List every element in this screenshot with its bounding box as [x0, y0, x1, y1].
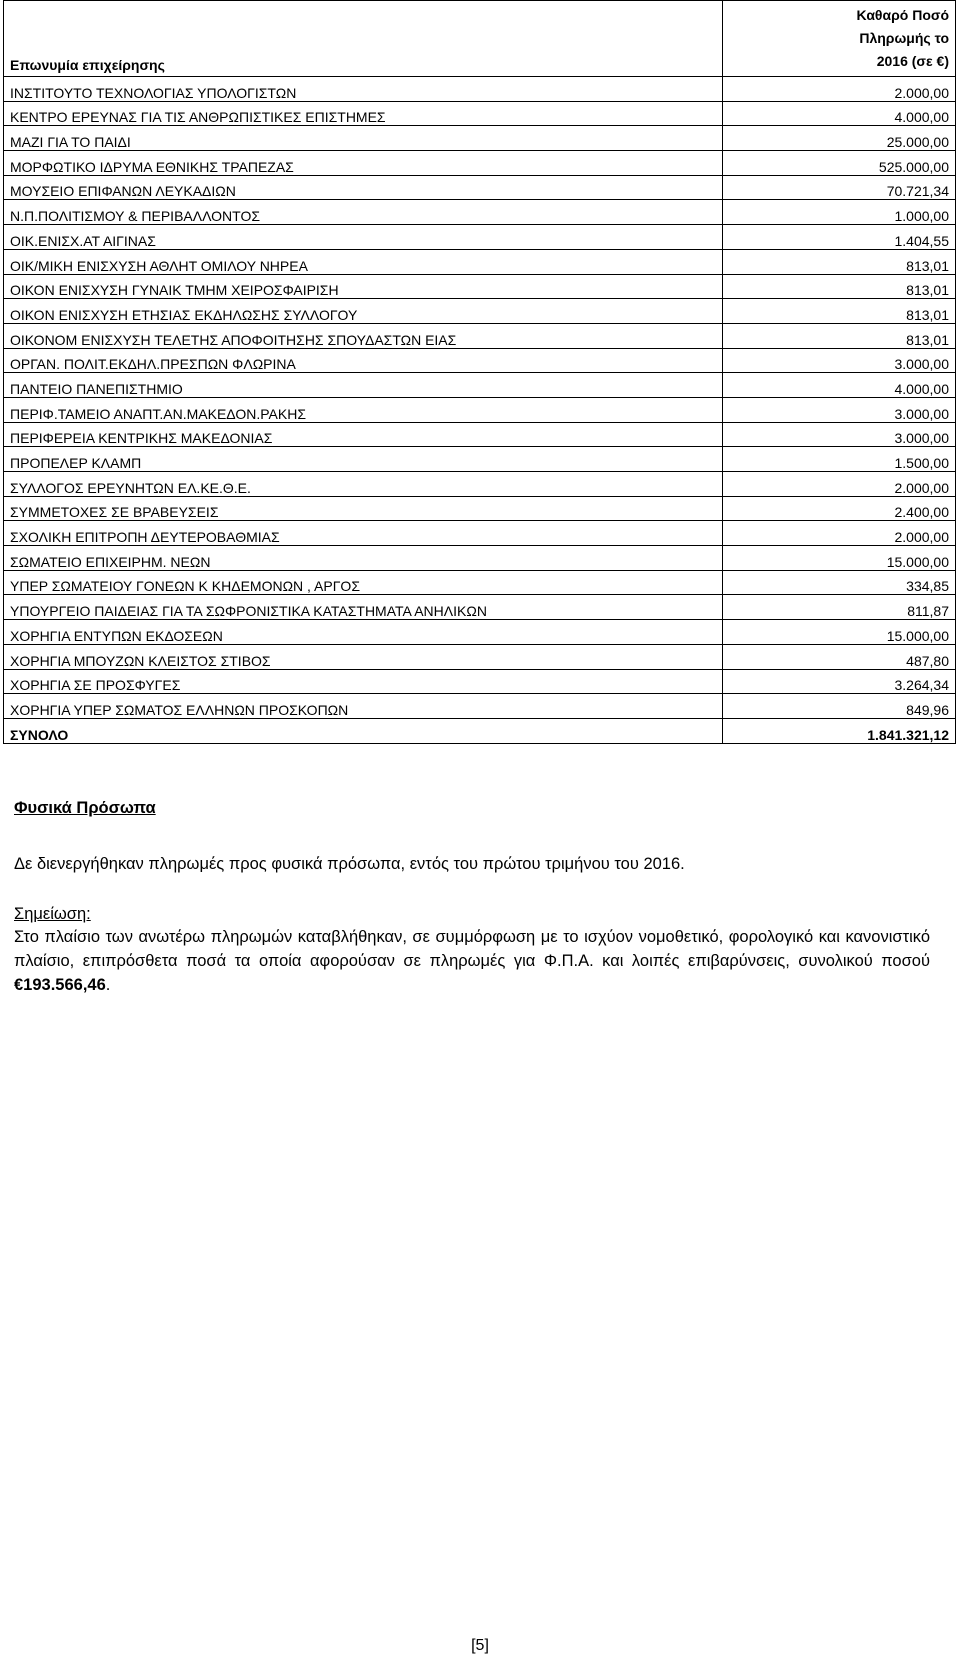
table-row [4, 694, 956, 719]
amount-cell: 4.000,00 [723, 373, 956, 398]
amount-cell: 849,96 [723, 694, 956, 719]
company-name-cell: ΣΧΟΛΙΚΗ ΕΠΙΤΡΟΠΗ ΔΕΥΤΕΡΟΒΑΘΜΙΑΣ [4, 521, 723, 546]
table-row [4, 669, 956, 694]
note-text: Στο πλαίσιο των ανωτέρω πληρωμών καταβλήθηκαν, σε συμμόρφωση με το ισχύον νομοθετικό, φορολογικό και κανονιστικό πλαίσιο, επιπρόσθετα ποσά τα οποία αφορούσαν σε πληρωμές για Φ.Π.Α. και λοιπές επιβαρύνσεις, συνολικού ποσού [14, 928, 930, 970]
amount-cell: 1.000,00 [723, 200, 956, 225]
amount-cell: 1.500,00 [723, 447, 956, 472]
table-row [4, 101, 956, 126]
table-body [4, 77, 956, 719]
amount-cell: 2.000,00 [723, 472, 956, 497]
amount-cell: 813,01 [723, 299, 956, 324]
table-row [4, 496, 956, 521]
table-row [4, 570, 956, 595]
company-name-cell: ΙΝΣΤΙΤΟΥΤΟ ΤΕΧΝΟΛΟΓΙΑΣ ΥΠΟΛΟΓΙΣΤΩΝ [4, 77, 723, 102]
table-row [4, 299, 956, 324]
table-row [4, 521, 956, 546]
company-name-cell: ΟΙΚΟΝ ΕΝΙΣΧΥΣΗ ΓΥΝΑΙΚ ΤΜΗΜ ΧΕΙΡΟΣΦΑΙΡΙΣΗ [4, 274, 723, 299]
header-amount-line3: 2016 (σε €) [876, 53, 949, 69]
natural-persons-statement: Δε διενεργήθηκαν πληρωμές προς φυσικά πρόσωπα, εντός του πρώτου τριμήνου του 2016. [14, 855, 685, 873]
amount-cell: 2.000,00 [723, 77, 956, 102]
table-row [4, 126, 956, 151]
company-name-cell: ΟΙΚΟΝΟΜ ΕΝΙΣΧΥΣΗ ΤΕΛΕΤΗΣ ΑΠΟΦΟΙΤΗΣΗΣ ΣΠΟΥΔΑΣΤΩΝ ΕΙΑΣ [4, 323, 723, 348]
amount-cell: 813,01 [723, 323, 956, 348]
company-name-cell: ΚΕΝΤΡΟ ΕΡΕΥΝΑΣ ΓΙΑ ΤΙΣ ΑΝΘΡΩΠΙΣΤΙΚΕΣ ΕΠΙΣΤΗΜΕΣ [4, 101, 723, 126]
company-name-cell: ΥΠΕΡ ΣΩΜΑΤΕΙΟΥ ΓΟΝΕΩΝ Κ ΚΗΔΕΜΟΝΩΝ , ΑΡΓΟΣ [4, 570, 723, 595]
amount-cell: 3.000,00 [723, 397, 956, 422]
note-end: . [105, 976, 111, 994]
company-name-cell: ΟΙΚΟΝ ΕΝΙΣΧΥΣΗ ΕΤΗΣΙΑΣ ΕΚΔΗΛΩΣΗΣ ΣΥΛΛΟΓΟΥ [4, 299, 723, 324]
note-label: Σημείωση: [14, 905, 91, 923]
amount-cell: 3.000,00 [723, 422, 956, 447]
amount-cell: 813,01 [723, 274, 956, 299]
table-row [4, 546, 956, 571]
table-row [4, 77, 956, 102]
amount-cell: 15.000,00 [723, 620, 956, 645]
company-name-cell: ΜΑΖΙ ΓΙΑ ΤΟ ΠΑΙΔΙ [4, 126, 723, 151]
company-name-cell: ΟΡΓΑΝ. ΠΟΛΙΤ.ΕΚΔΗΛ.ΠΡΕΣΠΩΝ ΦΛΩΡΙΝΑ [4, 348, 723, 373]
header-company-name: Επωνυμία επιχείρησης [4, 1, 723, 77]
section-title: Φυσικά Πρόσωπα [14, 799, 156, 817]
amount-cell: 2.400,00 [723, 496, 956, 521]
table-row [4, 151, 956, 176]
amount-cell: 334,85 [723, 570, 956, 595]
table-row [4, 274, 956, 299]
table-row [4, 595, 956, 620]
company-name-cell: ΜΟΥΣΕΙΟ ΕΠΙΦΑΝΩΝ ΛΕΥΚΑΔΙΩΝ [4, 175, 723, 200]
company-name-cell: ΧΟΡΗΓΙΑ ΜΠΟΥΖΩΝ ΚΛΕΙΣΤΟΣ ΣΤΙΒΟΣ [4, 644, 723, 669]
amount-cell: 70.721,34 [723, 175, 956, 200]
header-amount-line2: Πληρωμής το [859, 30, 949, 46]
table-row [4, 225, 956, 250]
table-row [4, 373, 956, 398]
company-name-cell: ΠΕΡΙΦΕΡΕΙΑ ΚΕΝΤΡΙΚΗΣ ΜΑΚΕΔΟΝΙΑΣ [4, 422, 723, 447]
table-row [4, 620, 956, 645]
table-row [4, 323, 956, 348]
amount-cell: 3.264,34 [723, 669, 956, 694]
company-name-cell: ΟΙΚ/ΜΙΚΗ ΕΝΙΣΧΥΣΗ ΑΘΛΗΤ ΟΜΙΛΟΥ ΝΗΡΕΑ [4, 249, 723, 274]
total-label: ΣΥΝΟΛΟ [4, 718, 723, 743]
table-row [4, 422, 956, 447]
table-header-row [4, 1, 956, 77]
amount-cell: 15.000,00 [723, 546, 956, 571]
total-amount: 1.841.321,12 [723, 718, 956, 743]
amount-cell: 3.000,00 [723, 348, 956, 373]
note-paragraph [14, 925, 930, 997]
company-name-cell: ΠΡΟΠΕΛΕΡ ΚΛΑΜΠ [4, 447, 723, 472]
company-name-cell: ΟΙΚ.ΕΝΙΣΧ.ΑΤ ΑΙΓΙΝΑΣ [4, 225, 723, 250]
company-name-cell: ΣΩΜΑΤΕΙΟ ΕΠΙΧΕΙΡΗΜ. ΝΕΩΝ [4, 546, 723, 571]
company-name-cell: ΠΕΡΙΦ.ΤΑΜΕΙΟ ΑΝΑΠΤ.ΑΝ.ΜΑΚΕΔΟΝ.ΡΑΚΗΣ [4, 397, 723, 422]
note-amount: €193.566,46 [14, 976, 106, 994]
amount-cell: 1.404,55 [723, 225, 956, 250]
table-row [4, 472, 956, 497]
table-row [4, 397, 956, 422]
amount-cell: 813,01 [723, 249, 956, 274]
company-name-cell: ΜΟΡΦΩΤΙΚΟ ΙΔΡΥΜΑ ΕΘΝΙΚΗΣ ΤΡΑΠΕΖΑΣ [4, 151, 723, 176]
company-name-cell: ΣΥΜΜΕΤΟΧΕΣ ΣΕ ΒΡΑΒΕΥΣΕΙΣ [4, 496, 723, 521]
amount-cell: 4.000,00 [723, 101, 956, 126]
amount-cell: 25.000,00 [723, 126, 956, 151]
table-row [4, 249, 956, 274]
table-row [4, 447, 956, 472]
company-name-cell: ΣΥΛΛΟΓΟΣ ΕΡΕΥΝΗΤΩΝ ΕΛ.ΚΕ.Θ.Ε. [4, 472, 723, 497]
table-row [4, 200, 956, 225]
header-amount-line1: Καθαρό Ποσό [856, 7, 949, 23]
company-name-cell: ΧΟΡΗΓΙΑ ΣΕ ΠΡΟΣΦΥΓΕΣ [4, 669, 723, 694]
company-name-cell: ΧΟΡΗΓΙΑ ΥΠΕΡ ΣΩΜΑΤΟΣ ΕΛΛΗΝΩΝ ΠΡΟΣΚΟΠΩΝ [4, 694, 723, 719]
company-name-cell: ΠΑΝΤΕΙΟ ΠΑΝΕΠΙΣΤΗΜΙΟ [4, 373, 723, 398]
company-name-cell: ΥΠΟΥΡΓΕΙΟ ΠΑΙΔΕΙΑΣ ΓΙΑ ΤΑ ΣΩΦΡΟΝΙΣΤΙΚΑ ΚΑΤΑΣΤΗΜΑΤΑ ΑΝΗΛΙΚΩΝ [4, 595, 723, 620]
amount-cell: 487,80 [723, 644, 956, 669]
page-number: [5] [471, 1637, 489, 1654]
payments-table [3, 0, 956, 744]
company-name-cell: ΧΟΡΗΓΙΑ ΕΝΤΥΠΩΝ ΕΚΔΟΣΕΩΝ [4, 620, 723, 645]
amount-cell: 811,87 [723, 595, 956, 620]
amount-cell: 525.000,00 [723, 151, 956, 176]
amount-cell: 2.000,00 [723, 521, 956, 546]
table-row [4, 348, 956, 373]
table-row [4, 644, 956, 669]
table-row [4, 175, 956, 200]
total-row [4, 718, 956, 743]
company-name-cell: Ν.Π.ΠΟΛΙΤΙΣΜΟΥ & ΠΕΡΙΒΑΛΛΟΝΤΟΣ [4, 200, 723, 225]
header-net-amount [723, 1, 956, 77]
